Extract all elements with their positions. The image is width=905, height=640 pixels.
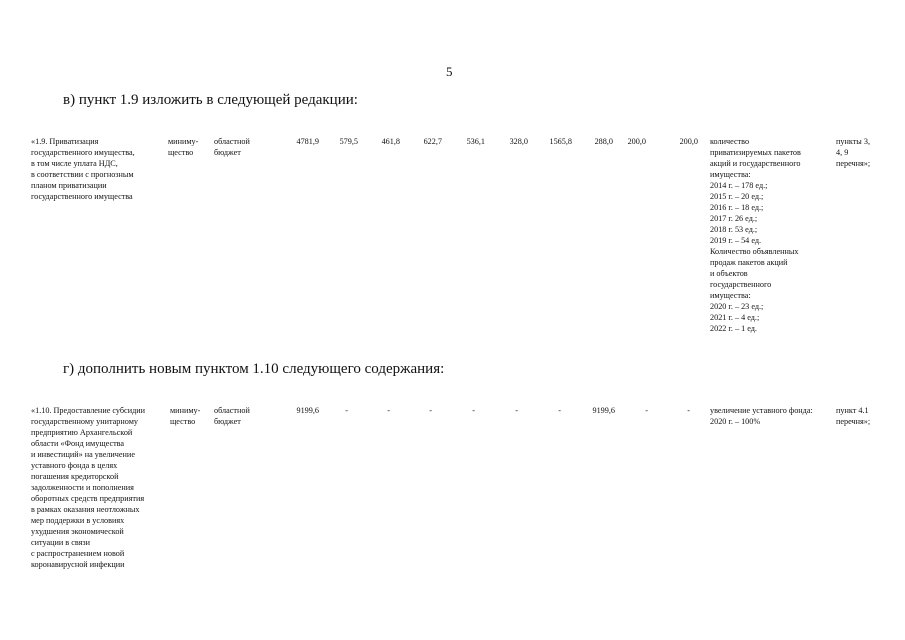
row1-value-2017: 536,1 xyxy=(466,137,485,146)
row2-value-2017: - xyxy=(472,406,475,415)
row2-value-2019: - xyxy=(558,406,561,415)
amendment-heading-1-9: в) пункт 1.9 изложить в следующей редакции: xyxy=(63,92,358,108)
row1-value-total: 4781,9 xyxy=(296,137,319,146)
row2-value-2016: - xyxy=(429,406,432,415)
row2-source: областной бюджет xyxy=(214,406,250,426)
row2-value-2014: - xyxy=(345,406,348,415)
amendment-heading-1-10: г) дополнить новым пунктом 1.10 следующего содержания: xyxy=(63,361,445,377)
row2-value-2018: - xyxy=(515,406,518,415)
row2-value-2020: 9199,6 xyxy=(592,406,615,415)
row1-executor: миниму- щество xyxy=(168,137,199,157)
row1-source: областной бюджет xyxy=(214,137,250,157)
row2-value-2022: - xyxy=(687,406,690,415)
row1-value-2016: 622,7 xyxy=(423,137,442,146)
row2-executor: миниму- щество xyxy=(170,406,201,426)
row1-reference: пункты 3, 4, 9 перечня»; xyxy=(836,137,871,168)
row1-value-2019: 1565,8 xyxy=(549,137,572,146)
row1-value-2021: 200,0 xyxy=(627,137,646,146)
row2-name: «1.10. Предоставление субсидии государственному унитарному предприятию Архангельской области «Фонд имущества и инвестиций» на увеличение уставного фонда в целях погашения кредиторской задолженности и пополнения оборотных средств предприятия в рамках оказания неотложных мер поддержки в условиях ухудшения экономической ситуации в связи с распространением новой коронавирусной инфекции xyxy=(31,406,146,569)
row1-value-2022: 200,0 xyxy=(679,137,698,146)
row1-value-2018: 328,0 xyxy=(509,137,528,146)
row1-name: «1.9. Приватизация государственного имущества, в том числе уплата НДС, в соответствии с прогнозным планом приватизации государственного имущества xyxy=(31,137,135,201)
page-number: 5 xyxy=(446,64,453,79)
row2-reference: пункт 4.1 перечня»; xyxy=(836,406,871,426)
row2-value-2021: - xyxy=(645,406,648,415)
row2-value-total: 9199,6 xyxy=(296,406,319,415)
row1-value-2014: 579,5 xyxy=(339,137,358,146)
row1-value-2020: 288,0 xyxy=(594,137,613,146)
row1-value-2015: 461,8 xyxy=(381,137,400,146)
row1-indicator: количество приватизируемых пакетов акций и государственного имущества: 2014 г. – 178 ед.; 2015 г. – 20 ед.; 2016 г. – 18 ед.; 2017 г. 26 ед.; 2018 г. 53 ед.; 2019 г. – 54 ед. Количество объявленных продаж пакетов акций и объектов государственного имущества: 2020 г. – 23 ед.; 2021 г. – 4 ед.; 2022 г. – 1 ед. xyxy=(710,137,801,333)
row2-indicator: увеличение уставного фонда: 2020 г. – 100% xyxy=(710,406,813,426)
row2-value-2015: - xyxy=(387,406,390,415)
